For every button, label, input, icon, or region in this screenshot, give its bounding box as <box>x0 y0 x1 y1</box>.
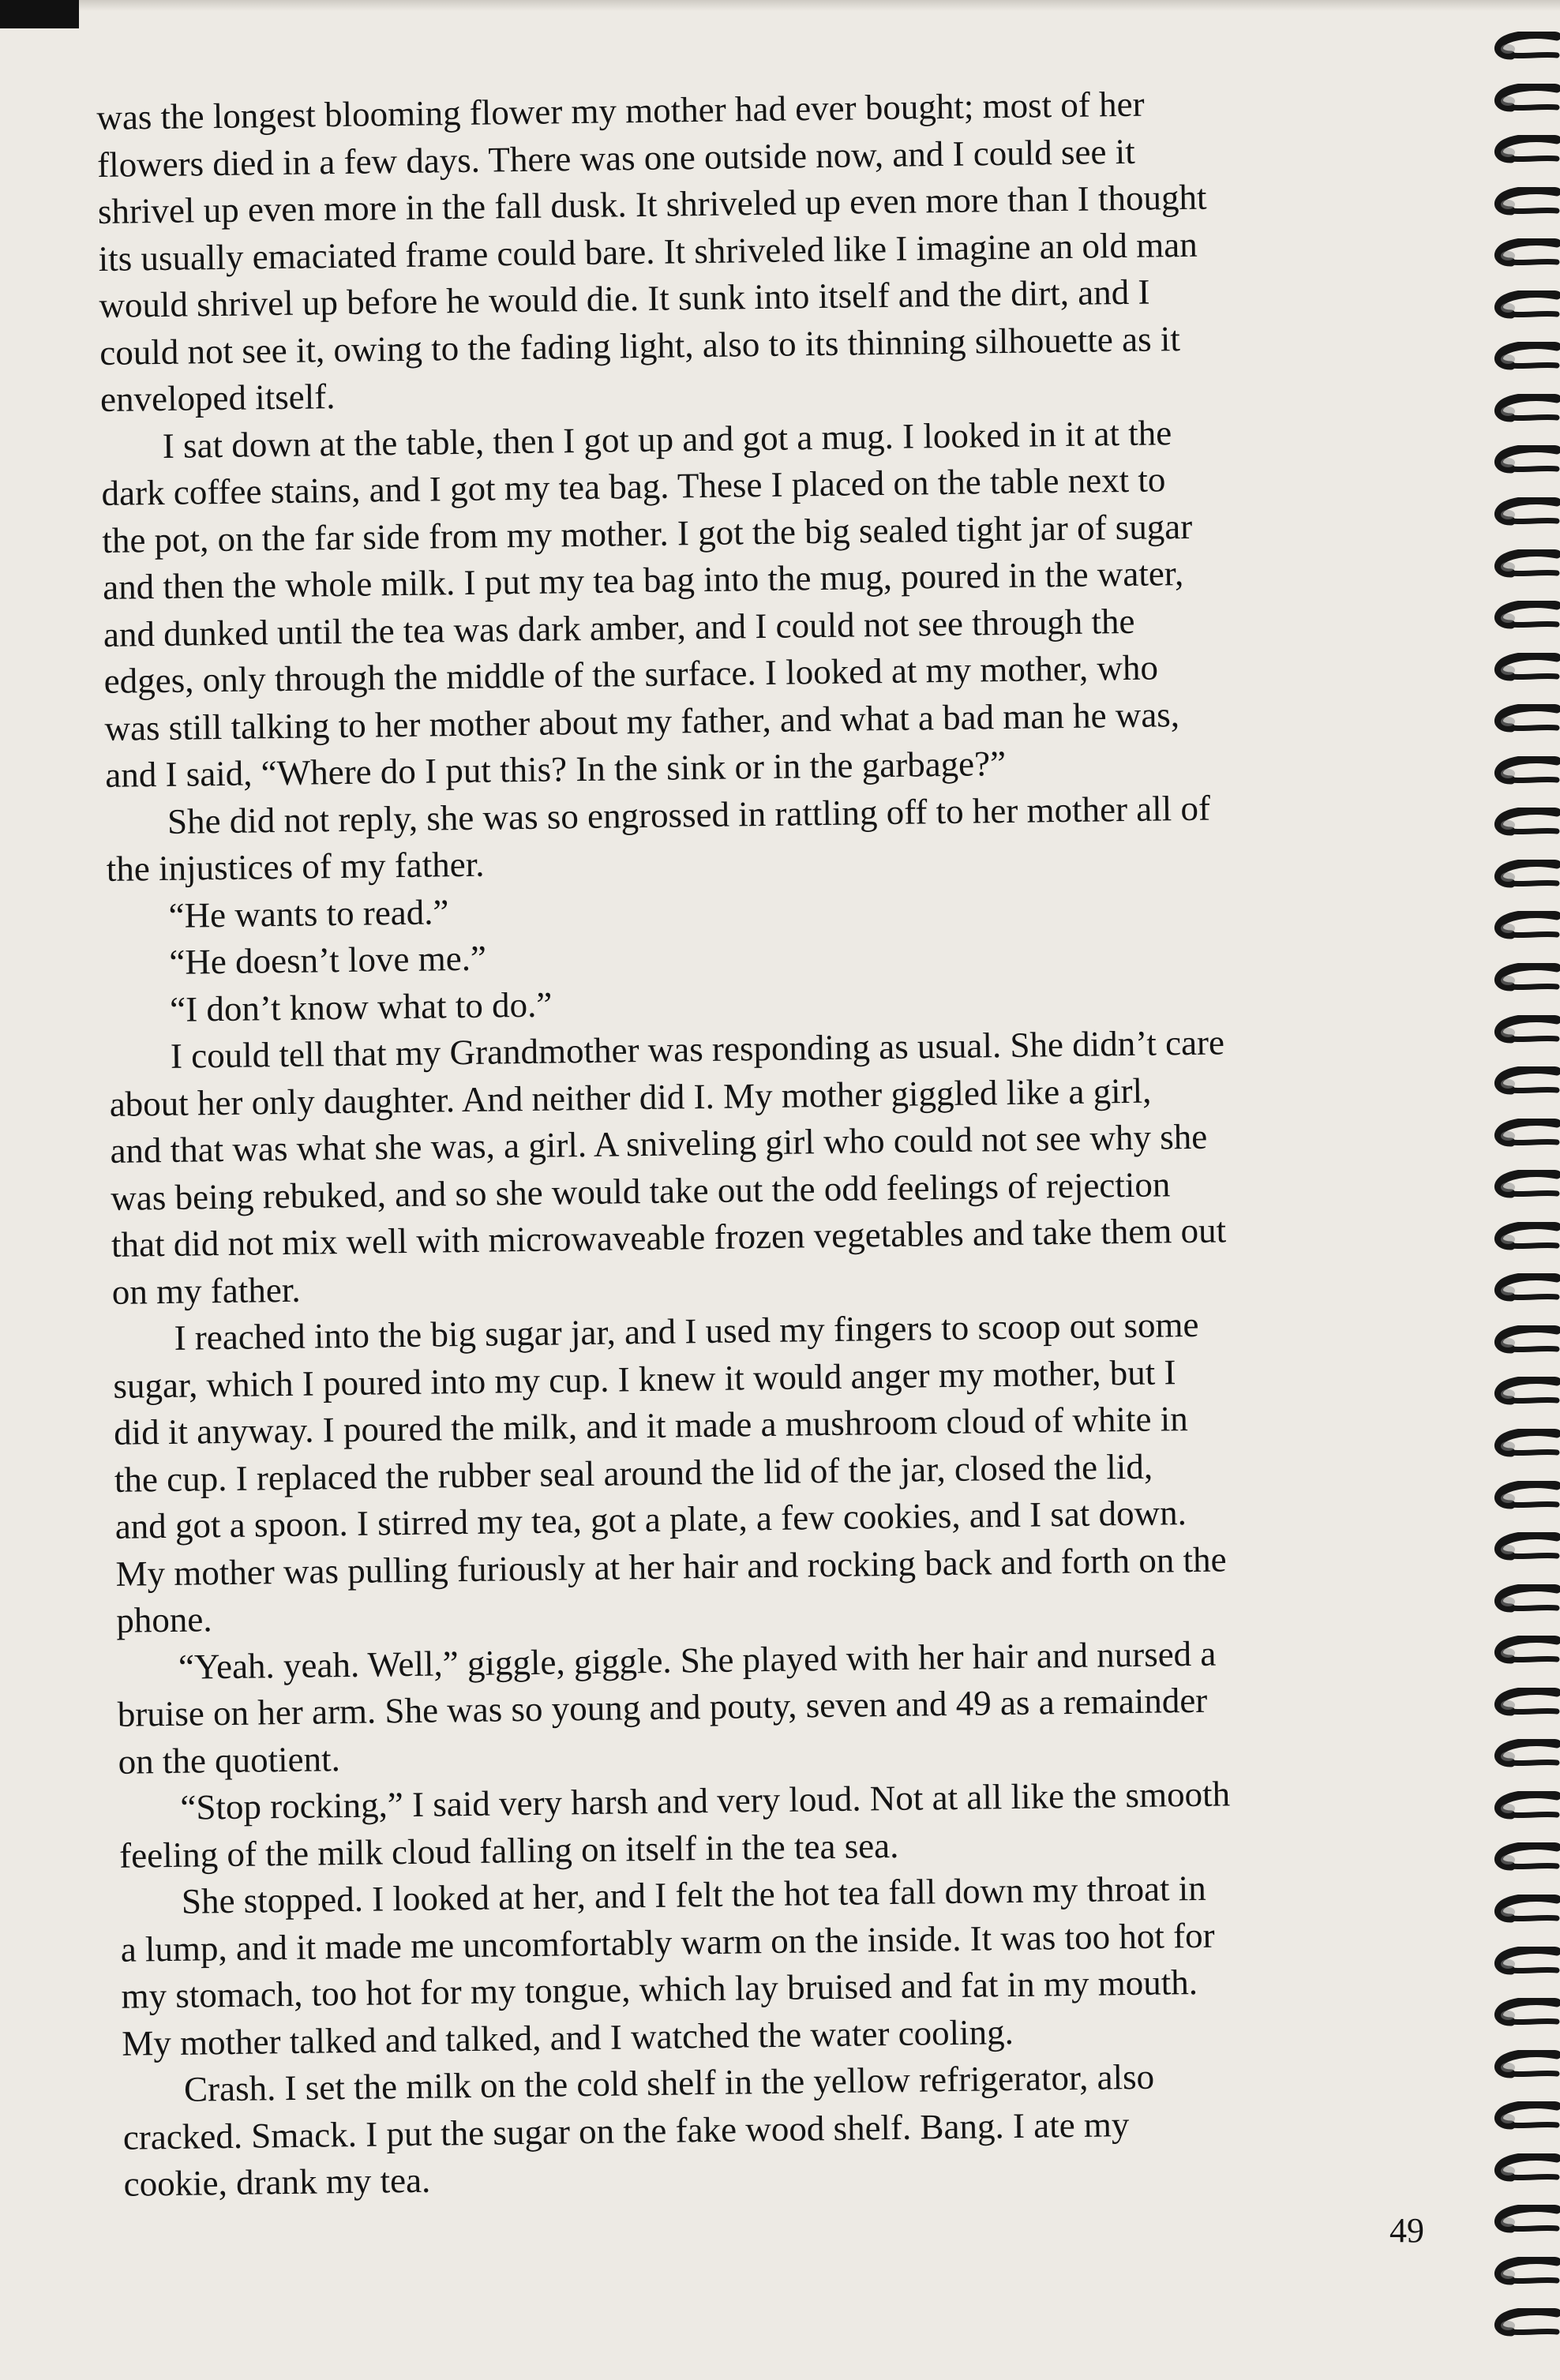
text-line: its usually emaciated frame could bare. It shriveled like I imagine an old man <box>98 224 1198 279</box>
spiral-coil-icon <box>1484 2257 1560 2295</box>
text-line: on my father. <box>111 1269 301 1312</box>
text-line: She did not reply, she was so engrossed in rattling off to her mother all of <box>167 788 1211 841</box>
spiral-coil-icon <box>1484 238 1560 276</box>
text-line: shrivel up even more in the fall dusk. It shriveled up even more than I thought <box>97 177 1207 231</box>
spiral-coil-icon <box>1484 135 1560 173</box>
text-line: would shrivel up before he would die. It sunk into itself and the dirt, and I <box>99 272 1150 325</box>
text-line: the cup. I replaced the rubber seal around the lid of the jar, closed the lid, <box>114 1446 1153 1500</box>
spiral-coil-icon <box>1484 445 1560 483</box>
spiral-coil-icon <box>1484 497 1560 535</box>
body-text <box>96 77 1450 2208</box>
spiral-coil-icon <box>1484 1636 1560 1673</box>
text-line: “He doesn’t love me.” <box>169 938 487 982</box>
spiral-coil-icon <box>1484 808 1560 845</box>
text-line: “Stop rocking,” I said very harsh and very loud. Not at all like the smooth <box>180 1774 1231 1827</box>
spiral-coil-icon <box>1484 1481 1560 1519</box>
spiral-coil-icon <box>1484 1377 1560 1415</box>
spiral-coil-icon <box>1484 601 1560 639</box>
spiral-coil-icon <box>1484 342 1560 380</box>
text-line: bruise on her arm. She was so young and pouty, seven and 49 as a remainder <box>117 1680 1208 1734</box>
text-line: cookie, drank my tea. <box>123 2160 431 2204</box>
text-line: that did not mix well with microwaveable frozen vegetables and take them out <box>111 1210 1227 1265</box>
text-line: “I don’t know what to do.” <box>169 984 553 1029</box>
text-line: the injustices of my father. <box>106 844 485 889</box>
spiral-coil-icon <box>1484 1688 1560 1726</box>
spiral-coil-icon <box>1484 2205 1560 2243</box>
text-line: My mother was pulling furiously at her hair and rocking back and forth on the <box>115 1539 1227 1594</box>
spiral-coil-icon <box>1484 911 1560 949</box>
spiral-coil-icon <box>1484 1429 1560 1467</box>
text-line: could not see it, owing to the fading light, also to its thinning silhouette as it <box>99 318 1181 373</box>
text-line: “Yeah. yeah. Well,” giggle, giggle. She played with her hair and nursed a <box>178 1633 1217 1687</box>
spiral-coil-icon <box>1484 1066 1560 1104</box>
spiral-coil-icon <box>1484 290 1560 328</box>
spiral-coil-icon <box>1484 1222 1560 1260</box>
spiral-coil-icon <box>1484 32 1560 69</box>
spiral-coil-icon <box>1484 1273 1560 1311</box>
text-line: edges, only through the middle of the surface. I looked at my mother, who <box>103 647 1159 701</box>
spiral-coil-icon <box>1484 2153 1560 2191</box>
text-line: sugar, which I poured into my cup. I knew it would anger my mother, but I <box>113 1351 1176 1406</box>
spiral-coil-icon <box>1484 1015 1560 1053</box>
text-line: was being rebuked, and so she would take out the odd feelings of rejection <box>110 1164 1171 1218</box>
spiral-coil-icon <box>1484 549 1560 587</box>
page-top-edge <box>0 0 1560 11</box>
text-line: the pot, on the far side from my mother. I got the big sealed tight jar of sugar <box>102 506 1193 560</box>
text-line: My mother talked and talked, and I watched the water cooling. <box>121 2011 1014 2063</box>
text-line: and then the whole milk. I put my tea bag into the mug, poured in the water, <box>102 553 1184 607</box>
spiral-coil-icon <box>1484 1998 1560 2036</box>
spiral-coil-icon <box>1484 2101 1560 2139</box>
spiral-coil-icon <box>1484 2308 1560 2346</box>
text-line: “He wants to read.” <box>168 891 449 935</box>
text-line: I reached into the big sugar jar, and I used my fingers to scoop out some <box>174 1304 1199 1358</box>
text-line: was the longest blooming flower my mother had ever bought; most of her <box>96 84 1145 137</box>
text-line: and that was what she was, a girl. A sniveling girl who could not see why she <box>110 1116 1208 1171</box>
text-line: flowers died in a few days. There was one outside now, and I could see it <box>96 131 1135 185</box>
text-line: feeling of the milk cloud falling on itself in the tea sea. <box>118 1825 899 1876</box>
text-line: on the quotient. <box>118 1738 341 1782</box>
text-line: about her only daughter. And neither did I. My mother giggled like a girl, <box>109 1070 1152 1124</box>
text-line: Crash. I set the milk on the cold shelf in the yellow refrigerator, also <box>183 2056 1155 2109</box>
spiral-coil-icon <box>1484 1842 1560 1880</box>
spiral-coil-icon <box>1484 860 1560 898</box>
text-line: cracked. Smack. I put the sugar on the fake wood shelf. Bang. I ate my <box>122 2104 1130 2157</box>
page-number: 49 <box>1389 2211 1424 2250</box>
text-line: phone. <box>115 1599 212 1640</box>
spiral-coil-icon <box>1484 963 1560 1001</box>
text-line: and I said, “Where do I put this? In the sink or in the garbage?” <box>104 743 1007 795</box>
spiral-coil-icon <box>1484 1325 1560 1363</box>
spiral-coil-icon <box>1484 1119 1560 1156</box>
spiral-coil-icon <box>1484 1584 1560 1622</box>
text-line: my stomach, too hot for my tongue, which lay bruised and fat in my mouth. <box>121 1962 1198 2016</box>
spiral-coil-icon <box>1484 1947 1560 1985</box>
text-line: I could tell that my Grandmother was responding as usual. She didn’t care <box>170 1022 1225 1076</box>
spiral-binding <box>1484 32 1560 2368</box>
spiral-coil-icon <box>1484 84 1560 122</box>
spiral-coil-icon <box>1484 704 1560 742</box>
text-line: and dunked until the tea was dark amber, and I could not see through the <box>103 601 1135 654</box>
text-line: a lump, and it made me uncomfortably warm on the inside. It was too hot for <box>120 1915 1215 1970</box>
spiral-coil-icon <box>1484 1895 1560 1932</box>
spiral-coil-icon <box>1484 187 1560 225</box>
spiral-coil-icon <box>1484 394 1560 432</box>
text-line: enveloped itself. <box>99 377 336 419</box>
corner-shadow <box>0 0 79 28</box>
text-line: and got a spoon. I stirred my tea, got a plate, a few cookies, and I sat down. <box>114 1493 1187 1546</box>
spiral-coil-icon <box>1484 1532 1560 1570</box>
spiral-coil-icon <box>1484 1170 1560 1208</box>
spiral-coil-icon <box>1484 653 1560 691</box>
spiral-coil-icon <box>1484 2050 1560 2088</box>
text-line: dark coffee stains, and I got my tea bag. These I placed on the table next to <box>101 459 1166 513</box>
text-line: was still talking to her mother about my father, and what a bad man he was, <box>104 694 1180 748</box>
text-line: I sat down at the table, then I got up and got a mug. I looked in it at the <box>162 412 1172 466</box>
spiral-coil-icon <box>1484 1739 1560 1777</box>
spiral-coil-icon <box>1484 1791 1560 1829</box>
spiral-coil-icon <box>1484 756 1560 794</box>
text-line: did it anyway. I poured the milk, and it made a mushroom cloud of white in <box>113 1399 1188 1452</box>
text-line: She stopped. I looked at her, and I felt the hot tea fall down my throat in <box>181 1868 1207 1921</box>
